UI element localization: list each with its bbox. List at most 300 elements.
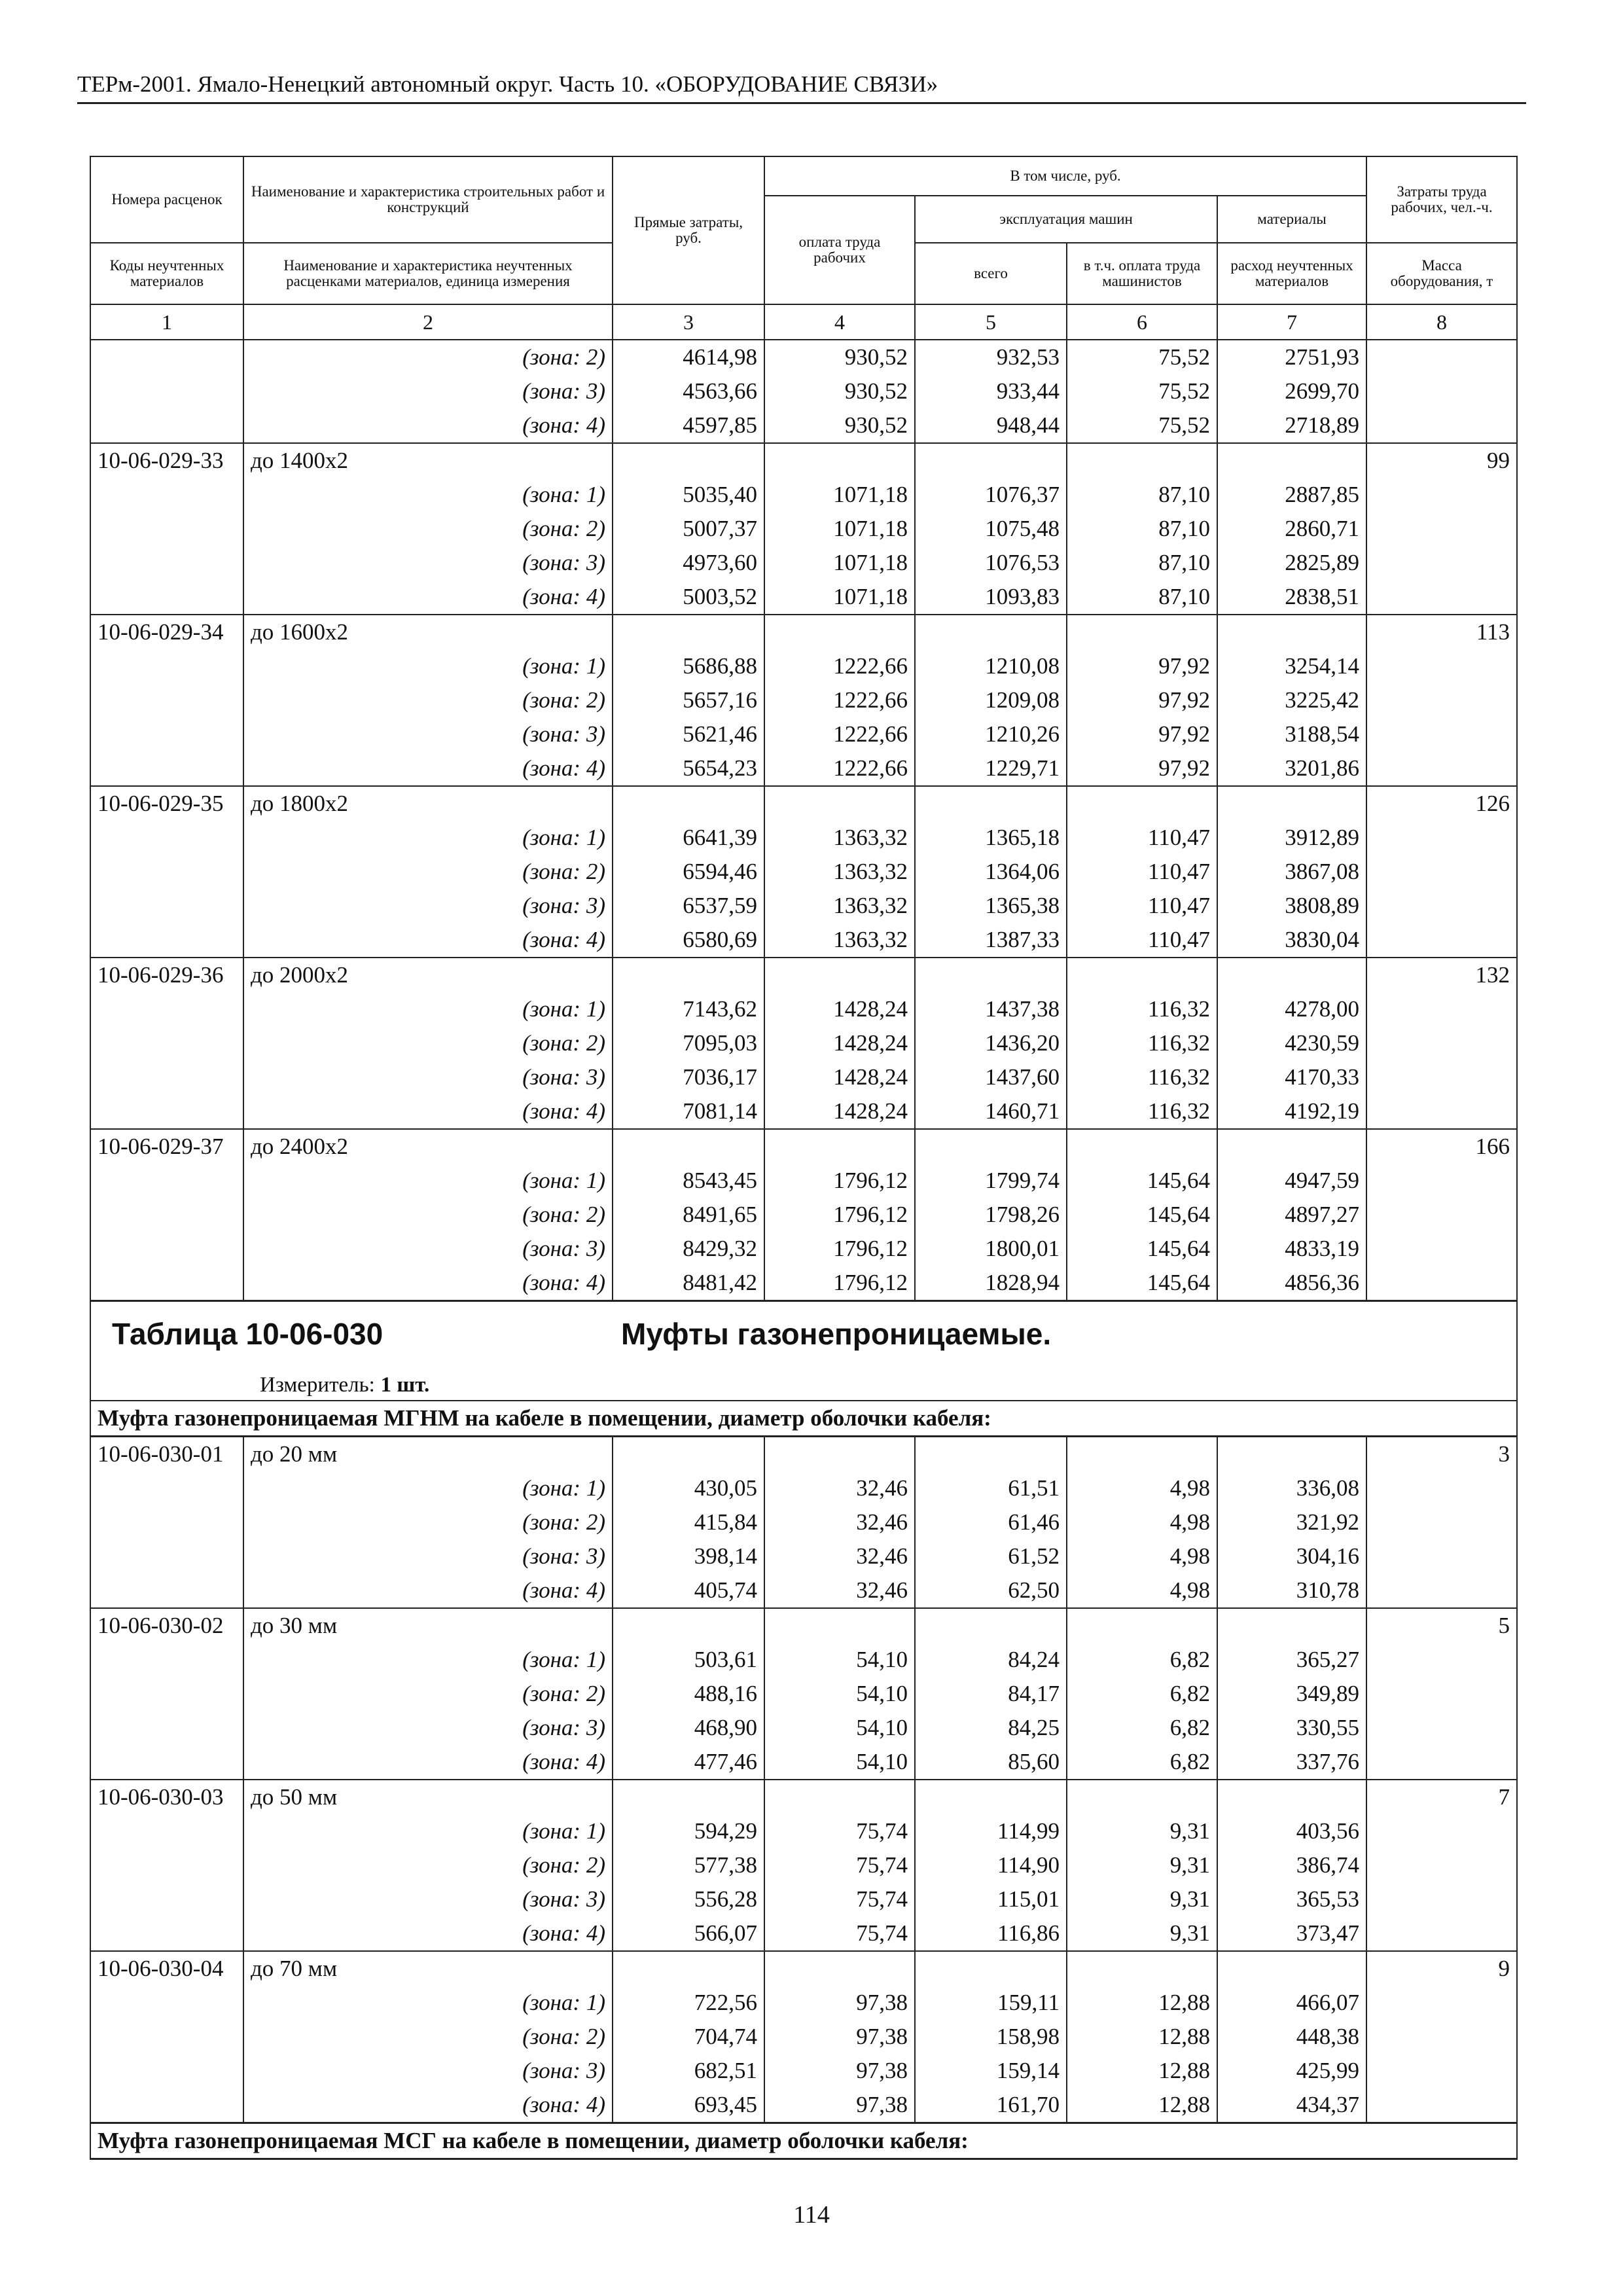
machinist-wages: 116,32 <box>1067 1026 1217 1060</box>
zone-row <box>90 1677 1517 1711</box>
direct-cost: 5007,37 <box>613 512 764 546</box>
labor-cost: 3 <box>1366 1437 1517 1472</box>
materials-cost: 321,92 <box>1217 1505 1366 1539</box>
materials-cost: 337,76 <box>1217 1745 1366 1780</box>
zone-row <box>90 1232 1517 1266</box>
zone-label: (зона: 2) <box>243 340 613 374</box>
empty-cell <box>613 1437 764 1472</box>
col-number: 3 <box>613 304 764 340</box>
materials-cost: 2838,51 <box>1217 580 1366 615</box>
empty-cell <box>1366 340 1517 374</box>
direct-cost: 4973,60 <box>613 546 764 580</box>
machinist-wages: 6,82 <box>1067 1643 1217 1677</box>
empty-cell <box>764 615 915 649</box>
zone-row <box>90 1060 1517 1094</box>
empty-cell <box>1067 1437 1217 1472</box>
empty-cell <box>764 443 915 478</box>
rate-row <box>90 1951 1517 1986</box>
rate-row <box>90 615 1517 649</box>
zone-row <box>90 1539 1517 1573</box>
zone-label: (зона: 2) <box>243 1848 613 1882</box>
empty-cell <box>90 1539 243 1573</box>
direct-cost: 577,38 <box>613 1848 764 1882</box>
direct-cost: 6537,59 <box>613 889 764 923</box>
empty-cell <box>1366 1882 1517 1916</box>
column-numbers-row <box>90 304 1517 340</box>
zone-label: (зона: 1) <box>243 1814 613 1848</box>
empty-cell <box>1067 786 1217 821</box>
col-mass-header: Масса оборудования, т <box>1366 243 1517 304</box>
empty-cell <box>90 2054 243 2088</box>
zone-row <box>90 1266 1517 1301</box>
machinist-wages: 12,88 <box>1067 1986 1217 2020</box>
materials-cost: 386,74 <box>1217 1848 1366 1882</box>
empty-cell <box>1067 1608 1217 1643</box>
wages-cost: 32,46 <box>764 1539 915 1573</box>
rate-code: 10-06-029-35 <box>90 786 243 821</box>
empty-cell <box>1366 1573 1517 1608</box>
rate-name: до 2000х2 <box>243 958 613 992</box>
machinist-wages: 9,31 <box>1067 1882 1217 1916</box>
zone-label: (зона: 4) <box>243 1094 613 1129</box>
zone-row <box>90 1848 1517 1882</box>
direct-cost: 5686,88 <box>613 649 764 683</box>
machines-cost: 1798,26 <box>915 1198 1067 1232</box>
table-title: Муфты газонепроницаемые. <box>621 1317 1052 1351</box>
machines-cost: 1828,94 <box>915 1266 1067 1301</box>
page-number: 114 <box>793 2201 830 2229</box>
empty-cell <box>1366 1539 1517 1573</box>
table-end-block <box>90 2123 1517 2159</box>
section-heading: Муфта газонепроницаемая МГНМ на кабеле в помещении, диаметр оболочки кабеля: <box>90 1401 1517 1437</box>
direct-cost: 415,84 <box>613 1505 764 1539</box>
machines-cost: 114,90 <box>915 1848 1067 1882</box>
empty-cell <box>1366 512 1517 546</box>
zone-label: (зона: 4) <box>243 751 613 786</box>
direct-cost: 477,46 <box>613 1745 764 1780</box>
zone-label: (зона: 4) <box>243 408 613 443</box>
machines-cost: 61,46 <box>915 1505 1067 1539</box>
direct-cost: 7143,62 <box>613 992 764 1026</box>
empty-cell <box>1366 1848 1517 1882</box>
labor-cost: 9 <box>1366 1951 1517 1986</box>
machines-cost: 1210,26 <box>915 717 1067 751</box>
materials-cost: 4170,33 <box>1217 1060 1366 1094</box>
zone-row <box>90 1164 1517 1198</box>
empty-cell <box>90 1916 243 1951</box>
wages-cost: 1071,18 <box>764 478 915 512</box>
zone-label: (зона: 3) <box>243 374 613 408</box>
empty-cell <box>90 1471 243 1505</box>
zone-label: (зона: 1) <box>243 1643 613 1677</box>
empty-cell <box>1366 546 1517 580</box>
empty-cell <box>1366 923 1517 958</box>
rate-code: 10-06-030-03 <box>90 1780 243 1814</box>
col-labor-header: Затраты труда рабочих, чел.-ч. <box>1366 156 1517 243</box>
zone-row <box>90 340 1517 374</box>
empty-cell <box>1366 1471 1517 1505</box>
empty-cell <box>915 1951 1067 1986</box>
machinist-wages: 12,88 <box>1067 2020 1217 2054</box>
col-number: 8 <box>1366 304 1517 340</box>
machines-cost: 1229,71 <box>915 751 1067 786</box>
empty-cell <box>90 1232 243 1266</box>
materials-cost: 4856,36 <box>1217 1266 1366 1301</box>
empty-cell <box>90 1814 243 1848</box>
empty-cell <box>1366 1814 1517 1848</box>
table-body-10-06-029 <box>90 340 1517 1301</box>
direct-cost: 8481,42 <box>613 1266 764 1301</box>
machines-cost: 1075,48 <box>915 512 1067 546</box>
direct-cost: 6641,39 <box>613 821 764 855</box>
materials-cost: 425,99 <box>1217 2054 1366 2088</box>
zone-label: (зона: 2) <box>243 1505 613 1539</box>
wages-cost: 75,74 <box>764 1814 915 1848</box>
materials-cost: 3867,08 <box>1217 855 1366 889</box>
empty-cell <box>90 1094 243 1129</box>
col-code-header: Номера расценок <box>90 156 243 243</box>
empty-cell <box>1366 1026 1517 1060</box>
empty-cell <box>915 615 1067 649</box>
empty-cell <box>1366 821 1517 855</box>
rate-code: 10-06-029-37 <box>90 1129 243 1164</box>
rate-row <box>90 786 1517 821</box>
wages-cost: 1796,12 <box>764 1266 915 1301</box>
col-direct-costs-header: Прямые затраты, руб. <box>613 156 764 304</box>
machines-cost: 1387,33 <box>915 923 1067 958</box>
zone-label: (зона: 3) <box>243 1060 613 1094</box>
col-wages-header: оплата труда рабочих <box>764 196 915 304</box>
materials-cost: 2887,85 <box>1217 478 1366 512</box>
rate-name: до 30 мм <box>243 1608 613 1643</box>
wages-cost: 1363,32 <box>764 821 915 855</box>
machines-cost: 1365,38 <box>915 889 1067 923</box>
empty-cell <box>1067 958 1217 992</box>
direct-cost: 398,14 <box>613 1539 764 1573</box>
empty-cell <box>764 1608 915 1643</box>
zone-label: (зона: 1) <box>243 1471 613 1505</box>
wages-cost: 1222,66 <box>764 683 915 717</box>
empty-cell <box>90 2088 243 2123</box>
materials-cost: 434,37 <box>1217 2088 1366 2123</box>
empty-cell <box>1217 958 1366 992</box>
wages-cost: 97,38 <box>764 2020 915 2054</box>
rate-code: 10-06-030-02 <box>90 1608 243 1643</box>
materials-cost: 448,38 <box>1217 2020 1366 2054</box>
rate-row <box>90 443 1517 478</box>
zone-row <box>90 1882 1517 1916</box>
section-heading: Муфта газонепроницаемая МСГ на кабеле в помещении, диаметр оболочки кабеля: <box>90 2123 1517 2159</box>
zone-row <box>90 1745 1517 1780</box>
materials-cost: 3201,86 <box>1217 751 1366 786</box>
empty-cell <box>1217 1129 1366 1164</box>
empty-cell <box>90 1882 243 1916</box>
direct-cost: 468,90 <box>613 1711 764 1745</box>
empty-cell <box>1067 1129 1217 1164</box>
col-materials-unacc-header: расход неучтенных материалов <box>1217 243 1366 304</box>
machinist-wages: 145,64 <box>1067 1198 1217 1232</box>
machines-cost: 62,50 <box>915 1573 1067 1608</box>
empty-cell <box>90 340 243 374</box>
materials-cost: 2699,70 <box>1217 374 1366 408</box>
direct-cost: 430,05 <box>613 1471 764 1505</box>
empty-cell <box>764 1437 915 1472</box>
col-unacc-name-header: Наименование и характеристика неучтенных расценками материалов, единица измерения <box>243 243 613 304</box>
machinist-wages: 12,88 <box>1067 2054 1217 2088</box>
rate-name: до 2400х2 <box>243 1129 613 1164</box>
empty-cell <box>1366 1677 1517 1711</box>
empty-cell <box>90 1060 243 1094</box>
machines-cost: 84,17 <box>915 1677 1067 1711</box>
wages-cost: 1796,12 <box>764 1164 915 1198</box>
machinist-wages: 75,52 <box>1067 408 1217 443</box>
empty-cell <box>1217 1951 1366 1986</box>
empty-cell <box>1366 1198 1517 1232</box>
empty-cell <box>90 1198 243 1232</box>
direct-cost: 5035,40 <box>613 478 764 512</box>
col-machines-total-header: всего <box>915 243 1067 304</box>
empty-cell <box>764 786 915 821</box>
empty-cell <box>90 1677 243 1711</box>
zone-row <box>90 821 1517 855</box>
empty-cell <box>1067 615 1217 649</box>
materials-cost: 4230,59 <box>1217 1026 1366 1060</box>
zone-label: (зона: 2) <box>243 855 613 889</box>
col-number: 2 <box>243 304 613 340</box>
direct-cost: 5654,23 <box>613 751 764 786</box>
zone-label: (зона: 4) <box>243 2088 613 2123</box>
table-id: Таблица 10-06-030 <box>112 1317 383 1351</box>
zone-row <box>90 408 1517 443</box>
direct-cost: 722,56 <box>613 1986 764 2020</box>
wages-cost: 1071,18 <box>764 580 915 615</box>
wages-cost: 930,52 <box>764 408 915 443</box>
labor-cost: 166 <box>1366 1129 1517 1164</box>
zone-row <box>90 2020 1517 2054</box>
page-header: ТЕРм-2001. Ямало-Ненецкий автономный округ. Часть 10. «ОБОРУДОВАНИЕ СВЯЗИ» <box>77 69 1526 104</box>
materials-cost: 3254,14 <box>1217 649 1366 683</box>
machines-cost: 1209,08 <box>915 683 1067 717</box>
empty-cell <box>1366 1745 1517 1780</box>
machines-cost: 158,98 <box>915 2020 1067 2054</box>
zone-label: (зона: 2) <box>243 1677 613 1711</box>
empty-cell <box>90 1643 243 1677</box>
machinist-wages: 75,52 <box>1067 374 1217 408</box>
empty-cell <box>1366 2054 1517 2088</box>
wages-cost: 97,38 <box>764 1986 915 2020</box>
machinist-wages: 110,47 <box>1067 855 1217 889</box>
machines-cost: 1800,01 <box>915 1232 1067 1266</box>
materials-cost: 2718,89 <box>1217 408 1366 443</box>
direct-cost: 5621,46 <box>613 717 764 751</box>
empty-cell <box>90 717 243 751</box>
direct-cost: 594,29 <box>613 1814 764 1848</box>
machinist-wages: 145,64 <box>1067 1232 1217 1266</box>
materials-cost: 4833,19 <box>1217 1232 1366 1266</box>
wages-cost: 54,10 <box>764 1711 915 1745</box>
empty-cell <box>90 1164 243 1198</box>
machines-cost: 1436,20 <box>915 1026 1067 1060</box>
machines-cost: 1799,74 <box>915 1164 1067 1198</box>
empty-cell <box>613 1608 764 1643</box>
machines-cost: 1437,60 <box>915 1060 1067 1094</box>
direct-cost: 556,28 <box>613 1882 764 1916</box>
empty-cell <box>1366 1232 1517 1266</box>
empty-cell <box>915 1780 1067 1814</box>
wages-cost: 930,52 <box>764 340 915 374</box>
wages-cost: 32,46 <box>764 1573 915 1608</box>
zone-row <box>90 1471 1517 1505</box>
machinist-wages: 87,10 <box>1067 512 1217 546</box>
zone-label: (зона: 4) <box>243 923 613 958</box>
machinist-wages: 110,47 <box>1067 923 1217 958</box>
empty-cell <box>90 580 243 615</box>
col-incl-header: В том числе, руб. <box>764 156 1366 196</box>
zone-row <box>90 2054 1517 2088</box>
machines-cost: 84,24 <box>915 1643 1067 1677</box>
machinist-wages: 6,82 <box>1067 1745 1217 1780</box>
zone-row <box>90 1198 1517 1232</box>
labor-cost: 113 <box>1366 615 1517 649</box>
wages-cost: 1428,24 <box>764 992 915 1026</box>
empty-cell <box>764 958 915 992</box>
wages-cost: 97,38 <box>764 2088 915 2123</box>
machinist-wages: 9,31 <box>1067 1916 1217 1951</box>
machinist-wages: 9,31 <box>1067 1848 1217 1882</box>
machinist-wages: 87,10 <box>1067 478 1217 512</box>
wages-cost: 54,10 <box>764 1677 915 1711</box>
empty-cell <box>1366 408 1517 443</box>
col-unacc-code-header: Коды неучтенных материалов <box>90 243 243 304</box>
empty-cell <box>90 992 243 1026</box>
empty-cell <box>90 821 243 855</box>
direct-cost: 405,74 <box>613 1573 764 1608</box>
direct-cost: 7081,14 <box>613 1094 764 1129</box>
direct-cost: 704,74 <box>613 2020 764 2054</box>
labor-cost: 99 <box>1366 443 1517 478</box>
empty-cell <box>90 889 243 923</box>
materials-cost: 310,78 <box>1217 1573 1366 1608</box>
empty-cell <box>1366 717 1517 751</box>
zone-label: (зона: 3) <box>243 546 613 580</box>
empty-cell <box>1366 683 1517 717</box>
empty-cell <box>90 1505 243 1539</box>
empty-cell <box>1217 1608 1366 1643</box>
wages-cost: 1071,18 <box>764 546 915 580</box>
machines-cost: 1093,83 <box>915 580 1067 615</box>
zone-label: (зона: 4) <box>243 1266 613 1301</box>
empty-cell <box>90 1848 243 1882</box>
empty-cell <box>915 1608 1067 1643</box>
labor-cost: 5 <box>1366 1608 1517 1643</box>
zone-row <box>90 1026 1517 1060</box>
col-number: 5 <box>915 304 1067 340</box>
empty-cell <box>1067 1780 1217 1814</box>
zone-row <box>90 717 1517 751</box>
machines-cost: 159,14 <box>915 2054 1067 2088</box>
empty-cell <box>1067 443 1217 478</box>
machines-cost: 1076,53 <box>915 546 1067 580</box>
empty-cell <box>90 374 243 408</box>
machines-cost: 1210,08 <box>915 649 1067 683</box>
machines-cost: 948,44 <box>915 408 1067 443</box>
table-10-06-030-title-block <box>90 1301 1517 1437</box>
direct-cost: 7095,03 <box>613 1026 764 1060</box>
empty-cell <box>1366 1986 1517 2020</box>
machinist-wages: 6,82 <box>1067 1711 1217 1745</box>
zone-row <box>90 1094 1517 1129</box>
zone-label: (зона: 2) <box>243 683 613 717</box>
machinist-wages: 6,82 <box>1067 1677 1217 1711</box>
zone-label: (зона: 2) <box>243 1026 613 1060</box>
empty-cell <box>613 1129 764 1164</box>
col-machines-header: эксплуатация машин <box>915 196 1217 243</box>
materials-cost: 2751,93 <box>1217 340 1366 374</box>
empty-cell <box>1366 1711 1517 1745</box>
direct-cost: 4597,85 <box>613 408 764 443</box>
rate-code: 10-06-029-33 <box>90 443 243 478</box>
zone-label: (зона: 3) <box>243 1539 613 1573</box>
zone-label: (зона: 3) <box>243 1232 613 1266</box>
empty-cell <box>1366 1266 1517 1301</box>
zone-row <box>90 580 1517 615</box>
empty-cell <box>90 546 243 580</box>
machines-cost: 161,70 <box>915 2088 1067 2123</box>
machines-cost: 116,86 <box>915 1916 1067 1951</box>
machinist-wages: 87,10 <box>1067 580 1217 615</box>
direct-cost: 6580,69 <box>613 923 764 958</box>
zone-row <box>90 546 1517 580</box>
empty-cell <box>1366 580 1517 615</box>
wages-cost: 1363,32 <box>764 855 915 889</box>
zone-row <box>90 2088 1517 2123</box>
labor-cost: 132 <box>1366 958 1517 992</box>
materials-cost: 3188,54 <box>1217 717 1366 751</box>
direct-cost: 503,61 <box>613 1643 764 1677</box>
zone-row <box>90 374 1517 408</box>
machinist-wages: 116,32 <box>1067 1094 1217 1129</box>
direct-cost: 7036,17 <box>613 1060 764 1094</box>
rate-row <box>90 1780 1517 1814</box>
wages-cost: 1222,66 <box>764 717 915 751</box>
empty-cell <box>915 1129 1067 1164</box>
empty-cell <box>1217 1780 1366 1814</box>
zone-label: (зона: 3) <box>243 2054 613 2088</box>
empty-cell <box>1366 1060 1517 1094</box>
zone-label: (зона: 1) <box>243 1164 613 1198</box>
col-name-header: Наименование и характеристика строительных работ и конструкций <box>243 156 613 243</box>
machines-cost: 84,25 <box>915 1711 1067 1745</box>
machinist-wages: 75,52 <box>1067 340 1217 374</box>
direct-cost: 488,16 <box>613 1677 764 1711</box>
rate-name: до 1600х2 <box>243 615 613 649</box>
zone-label: (зона: 3) <box>243 1882 613 1916</box>
materials-cost: 4897,27 <box>1217 1198 1366 1232</box>
wages-cost: 54,10 <box>764 1745 915 1780</box>
wages-cost: 75,74 <box>764 1848 915 1882</box>
machinist-wages: 97,92 <box>1067 717 1217 751</box>
empty-cell <box>915 1437 1067 1472</box>
zone-row <box>90 1986 1517 2020</box>
machines-cost: 1460,71 <box>915 1094 1067 1129</box>
direct-cost: 8491,65 <box>613 1198 764 1232</box>
machinist-wages: 97,92 <box>1067 649 1217 683</box>
machines-cost: 1365,18 <box>915 821 1067 855</box>
empty-cell <box>90 1986 243 2020</box>
empty-cell <box>1217 786 1366 821</box>
materials-cost: 2860,71 <box>1217 512 1366 546</box>
rate-name: до 1400х2 <box>243 443 613 478</box>
